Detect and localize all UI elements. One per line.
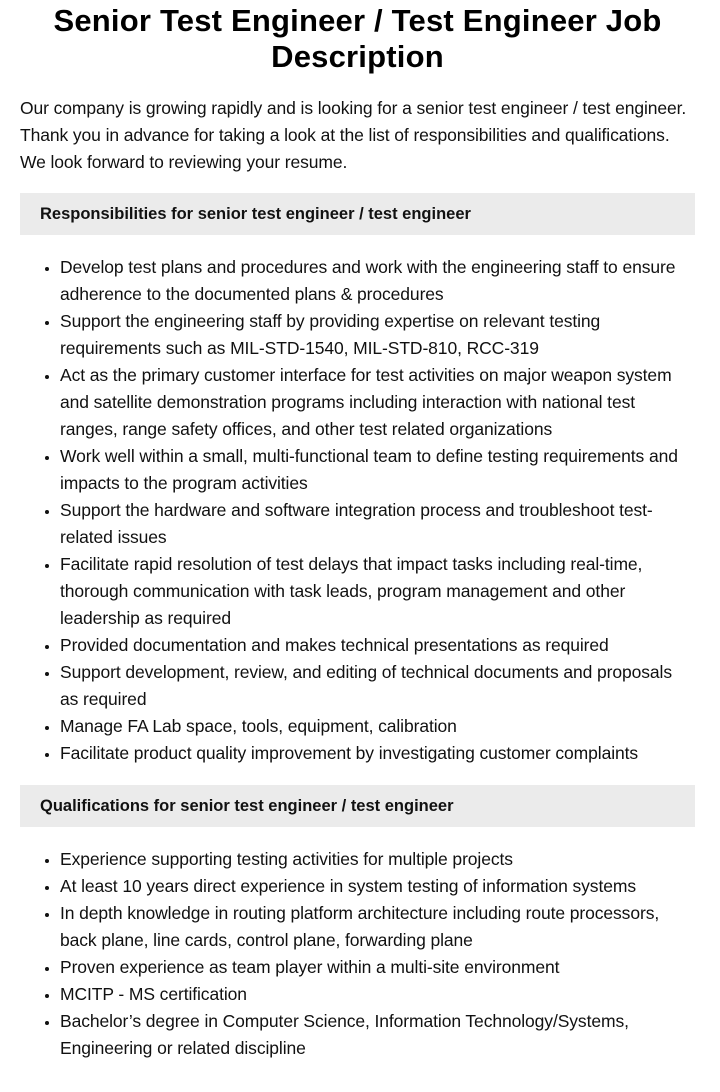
list-item: • Support development, review, and editing of technical documents and proposals as required — [60, 659, 695, 713]
list-item: • Facilitate rapid resolution of test delays that impact tasks including real-time, thorough communication with task leads, program management and other leadership as required — [60, 551, 695, 632]
page-title: Senior Test Engineer / Test Engineer Job Description — [53, 3, 662, 74]
list-item: • Provided documentation and makes technical presentations as required — [60, 632, 695, 659]
list-item: • Experience supporting testing activities for multiple projects — [60, 846, 695, 873]
responsibilities-list — [20, 254, 695, 767]
list-item: • At least 10 years direct experience in system testing of information systems — [60, 873, 695, 900]
list-item: • Support the hardware and software integration process and troubleshoot test-related issues — [60, 497, 695, 551]
list-item: • Support the engineering staff by providing expertise on relevant testing requirements such as MIL-STD-1540, MIL-STD-810, RCC-319 — [60, 308, 695, 362]
qualifications-heading: Qualifications for senior test engineer / test engineer — [20, 785, 695, 827]
qualifications-list — [20, 846, 695, 1062]
list-item: • Work well within a small, multi-functional team to define testing requirements and impacts to the program activities — [60, 443, 695, 497]
list-item: • Bachelor’s degree in Computer Science, Information Technology/Systems, Engineering or related discipline — [60, 1008, 695, 1062]
intro-paragraph: Our company is growing rapidly and is looking for a senior test engineer / test engineer. Thank you in advance for taking a look at the list of responsibilities and qualifications. We look forward to reviewing your resume. — [20, 98, 687, 172]
list-item: • Facilitate product quality improvement by investigating customer complaints — [60, 740, 695, 767]
list-item: • MCITP - MS certification — [60, 981, 695, 1008]
list-item: • Proven experience as team player within a multi-site environment — [60, 954, 695, 981]
list-item: • Develop test plans and procedures and work with the engineering staff to ensure adherence to the documented plans & procedures — [60, 254, 695, 308]
list-item: • Manage FA Lab space, tools, equipment, calibration — [60, 713, 695, 740]
list-item: • Act as the primary customer interface for test activities on major weapon system and satellite demonstration programs including interaction with national test ranges, range safety offices, and other test related organizations — [60, 362, 695, 443]
responsibilities-heading: Responsibilities for senior test engineer / test engineer — [20, 193, 695, 235]
list-item: • In depth knowledge in routing platform architecture including route processors, back plane, line cards, control plane, forwarding plane — [60, 900, 695, 954]
